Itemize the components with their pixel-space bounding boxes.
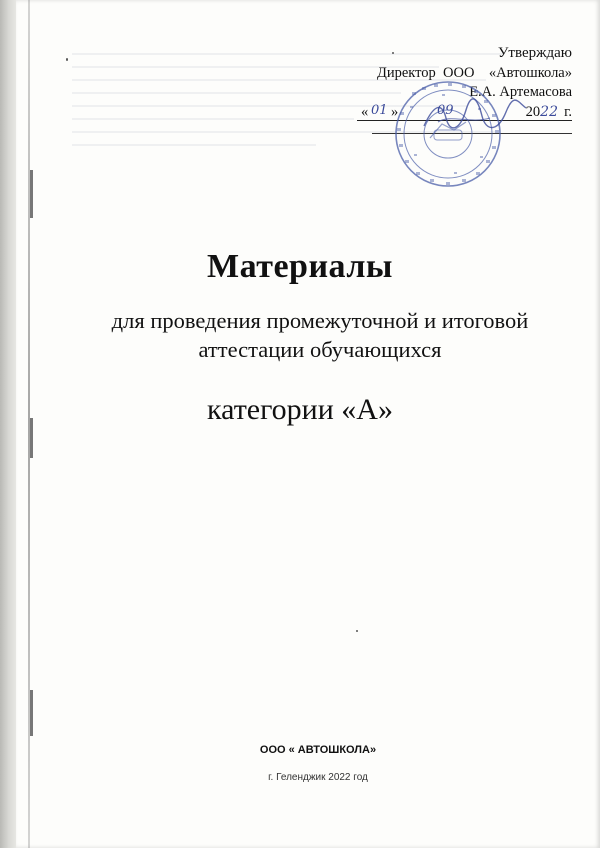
staple-mark (30, 170, 33, 218)
date-open-quote: « (361, 103, 369, 120)
document-subtitle (40, 306, 600, 364)
handwritten-signature (420, 96, 530, 136)
date-year: 2022 (525, 103, 558, 120)
date-close-quote: » (391, 103, 399, 120)
scan-speck (356, 630, 358, 632)
approval-position: Директор ООО «Автошкола» (376, 64, 572, 81)
subtitle-line-1: для проведения промежуточной и итоговой (111, 308, 529, 333)
approval-name: Е.А. Артемасова (469, 84, 572, 100)
handwritten-day: 01 (371, 102, 388, 118)
document-category: категории «А» (207, 393, 393, 426)
subtitle-line-2: аттестации обучающихся (198, 337, 442, 362)
handwritten-month: 09 (437, 102, 454, 118)
scan-speck (66, 58, 68, 61)
handwritten-year: 22 (540, 103, 558, 120)
staple-mark (30, 690, 33, 736)
approval-title: Утверждаю (497, 45, 572, 61)
date-suffix: г. (564, 103, 572, 120)
organization-name: ООО « АВТОШКОЛА» (259, 744, 377, 756)
document-title: Материалы (207, 248, 393, 285)
place-and-year: г. Геленджик 2022 год (268, 772, 368, 783)
scan-speck (392, 52, 394, 54)
